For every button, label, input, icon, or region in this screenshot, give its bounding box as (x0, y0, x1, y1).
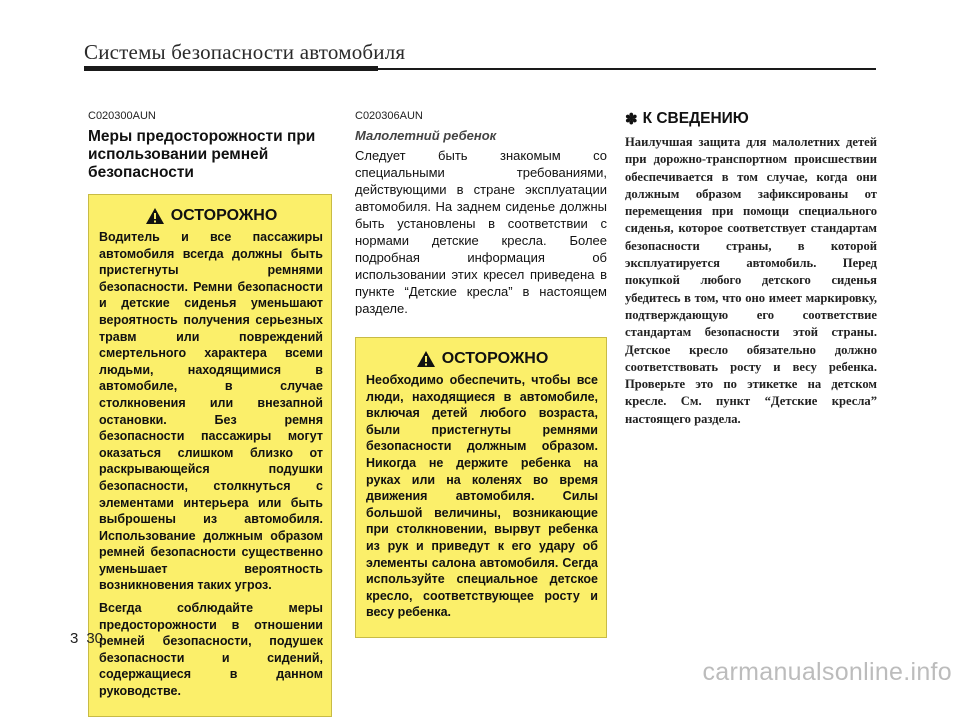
info-title: К СВЕДЕНИЮ (642, 110, 749, 127)
warning-paragraph: Всегда соблюдайте меры предосторожности в отношении ремней безопасности, подушек безопасности и сидений, содержащиеся в данном руководстве. (99, 601, 323, 699)
body-text: Следует быть знакомым со специальными требованиями, действующими в стране эксплуатации автомобиля. На заднем сиденье должны быть установлены в соответствии с нормами детские кресла. Более подробная информация об использовании этих кресел приведена в пункте “Детские кресла” в настоящем разделе. (355, 148, 607, 316)
info-text: Наилучшая защита для малолетних детей при дорожно-транспортном происшествии обеспечивается в том случае, когда они должным образом зафиксированы от перемещения при помощи специального сиденья, которое соответствует стандартам безопасности страны, в которой эксплуатируется автомобиль. Перед покупкой любого детского сиденья убедитесь в том, что оно имеет маркировку, подтверждающую его соответствие стандартам безопасности этой страны. Детское кресло обязательно должно соответствовать росту и весу ребенка. Проверьте это по этикетке на детском кресле. См. пункт “Детские кресла” настоящего раздела. (625, 135, 877, 426)
warning-triangle-icon (145, 207, 165, 225)
page-number-value: 30 (86, 630, 104, 647)
warning-header (99, 207, 323, 225)
page-number (70, 630, 111, 647)
info-header (625, 110, 877, 128)
warning-header (366, 350, 598, 368)
column-1 (88, 110, 332, 717)
asterisk-icon: ✽ (625, 111, 638, 128)
subsection-heading: Малолетний ребенок (355, 128, 497, 143)
column-3 (625, 110, 877, 428)
warning-title: ОСТОРОЖНО (441, 350, 549, 367)
warning-title: ОСТОРОЖНО (170, 207, 278, 224)
warning-paragraph: Водитель и все пассажиры автомобиля всегда должны быть пристегнуты ремнями безопасности. Ремни безопасности и детские сиденья уменьшают вероятность получения серьезных травм или повреждений смертельного характера всеми людьми, находящимися в автомобиле, в случае столкновения или внезапной остановки. Без ремня безопасности пассажиры могут оказаться слишком близко от раскрывающейся подушки безопасности, столкнуться с элементами интерьера или быть выброшены из автомобиля. Использование должным образом ремней безопасности существенно уменьшает вероятность возникновения таких угроз. (99, 230, 323, 593)
column-2 (355, 110, 607, 638)
watermark-text: carmanualsonline.info (702, 658, 952, 686)
chapter-number: 3 (70, 630, 79, 647)
header-rule-thick (84, 66, 378, 71)
warning-triangle-icon (416, 350, 436, 368)
section-heading: Меры предосторожности при использовании ремней безопасности (88, 128, 316, 181)
section-code: C020306AUN (355, 110, 423, 122)
section-code: C020300AUN (88, 110, 156, 122)
warning-box (88, 194, 332, 717)
page-header-title: Системы безопасности автомобиля (84, 40, 406, 64)
warning-box (355, 337, 607, 638)
warning-paragraph: Необходимо обеспечить, чтобы все люди, находящиеся в автомобиле, включая детей любого возраста, были пристегнуты ремнями безопасности должным образом. Никогда не держите ребенка на руках или на коленях во время движения автомобиля. Силы большой величины, возникающие при столкновении, вырвут ребенка из рук и приведут к его удару об элементы салона автомобиля. Сегда используйте специальное детское кресло, соответствующее росту и весу ребенка. (366, 373, 598, 620)
header-rule-thin (378, 68, 876, 70)
